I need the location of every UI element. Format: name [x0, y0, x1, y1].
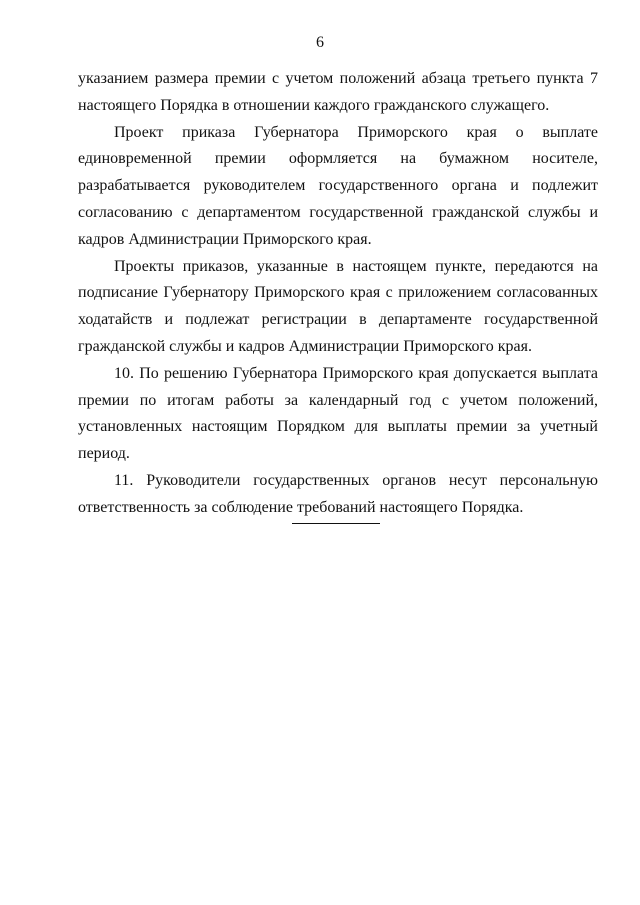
end-of-document-line	[292, 523, 380, 524]
document-body	[78, 66, 598, 522]
paragraph-draft-order: Проект приказа Губернатора Приморского края о выплате единовременной премии оформляется на бумажном носителе, разрабатывается руководителем государственного органа и подлежит согласованию с департаментом государственной гражданской службы и кадров Администрации Приморского края.	[78, 123, 598, 248]
page-number: 6	[316, 34, 324, 51]
paragraph-draft-orders-submission: Проекты приказов, указанные в настоящем пункте, передаются на подписание Губернатору Приморского края с приложением согласованных ходатайств и подлежат регистрации в департаменте государственной гражданской службы и кадров Администрации Приморского края.	[78, 257, 598, 355]
paragraph-continuation: указанием размера премии с учетом положений абзаца третьего пункта 7 настоящего Порядка в отношении каждого гражданского служащего.	[78, 70, 598, 114]
paragraph-item-11: 11. Руководители государственных органов несут персональную ответственность за соблюдение требований настоящего Порядка.	[78, 471, 598, 516]
paragraph-item-10: 10. По решению Губернатора Приморского края допускается выплата премии по итогам работы за календарный год с учетом положений, установленных настоящим Порядком для выплаты премии за учетный период.	[78, 364, 598, 463]
